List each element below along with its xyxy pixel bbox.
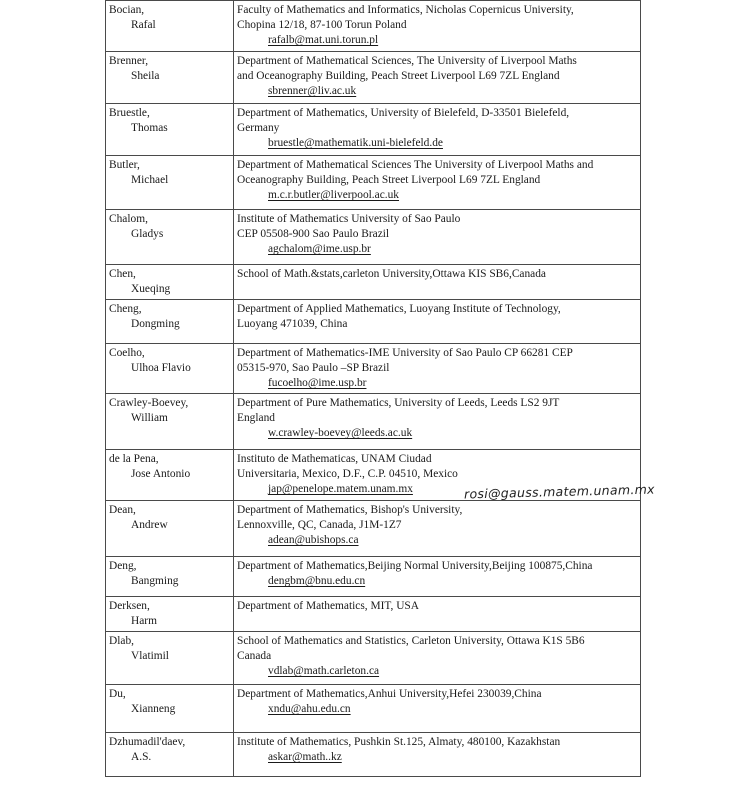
name-cell bbox=[106, 450, 234, 501]
table-row bbox=[106, 632, 641, 685]
given-name: Thomas bbox=[131, 122, 168, 134]
name-cell bbox=[106, 300, 234, 344]
address-line: Institute of Mathematics, Pushkin St.125, Almaty, 480100, Kazakhstan bbox=[237, 736, 561, 748]
surname: Dzhumadil'daev, bbox=[109, 736, 186, 748]
surname: Bocian, bbox=[109, 4, 145, 16]
name-cell bbox=[106, 685, 234, 733]
address-line: Institute of Mathematics University of Sao Paulo bbox=[237, 213, 461, 225]
email-link[interactable]: sbrenner@liv.ac.uk bbox=[268, 85, 357, 97]
given-name: Michael bbox=[131, 174, 169, 186]
address-line: Department of Mathematics,Beijing Normal University,Beijing 100875,China bbox=[237, 560, 593, 572]
name-cell bbox=[106, 501, 234, 557]
email-link[interactable]: bruestle@mathematik.uni-bielefeld.de bbox=[268, 137, 443, 149]
address-cell bbox=[234, 265, 641, 300]
address-line: Department of Mathematics, University of Bielefeld, D-33501 Bielefeld, bbox=[237, 107, 570, 119]
address-cell bbox=[234, 300, 641, 344]
name-cell bbox=[106, 557, 234, 597]
address-cell bbox=[234, 52, 641, 104]
address-line: 05315-970, Sao Paulo –SP Brazil bbox=[237, 362, 390, 374]
address-line: Lennoxville, QC, Canada, J1M-1Z7 bbox=[237, 519, 402, 531]
table-row bbox=[106, 557, 641, 597]
address-line: England bbox=[237, 412, 275, 424]
given-name: Ulhoa Flavio bbox=[131, 362, 191, 374]
given-name: Bangming bbox=[131, 575, 179, 587]
email-link[interactable]: m.c.r.butler@liverpool.ac.uk bbox=[268, 189, 400, 201]
surname: Du, bbox=[109, 688, 126, 700]
table-row bbox=[106, 104, 641, 156]
email-link[interactable]: vdlab@math.carleton.ca bbox=[268, 665, 380, 677]
table-row bbox=[106, 300, 641, 344]
address-line: Department of Applied Mathematics, Luoyang Institute of Technology, bbox=[237, 303, 561, 315]
name-cell bbox=[106, 394, 234, 450]
surname: Cheng, bbox=[109, 303, 142, 315]
directory-table bbox=[105, 0, 641, 777]
given-name: A.S. bbox=[131, 751, 152, 763]
email-link[interactable]: agchalom@ime.usp.br bbox=[268, 243, 371, 255]
email-link[interactable]: rafalb@mat.uni.torun.pl bbox=[268, 34, 379, 46]
email-link[interactable]: w.crawley-boevey@leeds.ac.uk bbox=[268, 427, 413, 439]
name-cell bbox=[106, 265, 234, 300]
table-row bbox=[106, 597, 641, 632]
address-cell bbox=[234, 210, 641, 265]
address-cell bbox=[234, 557, 641, 597]
given-name: Gladys bbox=[131, 228, 164, 240]
address-cell bbox=[234, 156, 641, 210]
handwritten-annotation: rosi@gauss.matem.unam.mx bbox=[463, 481, 655, 502]
address-line: Oceanography Building, Peach Street Liverpool L69 7ZL England bbox=[237, 174, 541, 186]
given-name: Rafal bbox=[131, 19, 156, 31]
table-row bbox=[106, 394, 641, 450]
address-cell bbox=[234, 597, 641, 632]
given-name: Vlatimil bbox=[131, 650, 169, 662]
name-cell bbox=[106, 156, 234, 210]
address-cell bbox=[234, 685, 641, 733]
given-name: Andrew bbox=[131, 519, 168, 531]
surname: Chalom, bbox=[109, 213, 148, 225]
email-link[interactable]: dengbm@bnu.edu.cn bbox=[268, 575, 366, 587]
address-line: Department of Mathematics, MIT, USA bbox=[237, 600, 419, 612]
given-name: William bbox=[131, 412, 168, 424]
given-name: Dongming bbox=[131, 318, 180, 330]
table-row bbox=[106, 156, 641, 210]
surname: Chen, bbox=[109, 268, 136, 280]
table-row bbox=[106, 210, 641, 265]
name-cell bbox=[106, 733, 234, 777]
given-name: Xueqing bbox=[131, 283, 171, 295]
given-name: Harm bbox=[131, 615, 157, 627]
address-cell bbox=[234, 632, 641, 685]
surname: Derksen, bbox=[109, 600, 150, 612]
address-cell bbox=[234, 733, 641, 777]
table-row bbox=[106, 501, 641, 557]
address-line: Department of Mathematics,Anhui University,Hefei 230039,China bbox=[237, 688, 542, 700]
surname: Butler, bbox=[109, 159, 140, 171]
address-line: Faculty of Mathematics and Informatics, Nicholas Copernicus University, bbox=[237, 4, 574, 16]
table-row bbox=[106, 685, 641, 733]
address-cell bbox=[234, 344, 641, 394]
address-line: School of Mathematics and Statistics, Carleton University, Ottawa K1S 5B6 bbox=[237, 635, 585, 647]
table-row bbox=[106, 1, 641, 52]
table-row bbox=[106, 733, 641, 777]
address-cell bbox=[234, 501, 641, 557]
address-cell bbox=[234, 104, 641, 156]
address-cell bbox=[234, 1, 641, 52]
name-cell bbox=[106, 104, 234, 156]
given-name: Jose Antonio bbox=[131, 468, 191, 480]
surname: Dean, bbox=[109, 504, 136, 516]
name-cell bbox=[106, 210, 234, 265]
table-row bbox=[106, 265, 641, 300]
address-line: Department of Pure Mathematics, University of Leeds, Leeds LS2 9JT bbox=[237, 397, 560, 409]
email-link[interactable]: askar@math..kz bbox=[268, 751, 342, 763]
name-cell bbox=[106, 52, 234, 104]
given-name: Sheila bbox=[131, 70, 160, 82]
name-cell bbox=[106, 344, 234, 394]
address-line: Department of Mathematical Sciences, The University of Liverpool Maths bbox=[237, 55, 577, 67]
address-line: Universitaria, Mexico, D.F., C.P. 04510, Mexico bbox=[237, 468, 458, 480]
address-line: Germany bbox=[237, 122, 280, 134]
address-line: Instituto de Mathematicas, UNAM Ciudad bbox=[237, 453, 432, 465]
surname: Brenner, bbox=[109, 55, 149, 67]
address-line: School of Math.&stats,carleton University,Ottawa KIS SB6,Canada bbox=[237, 268, 546, 280]
table-row bbox=[106, 52, 641, 104]
table-row bbox=[106, 344, 641, 394]
surname: de la Pena, bbox=[109, 453, 159, 465]
email-link[interactable]: xndu@ahu.edu.cn bbox=[268, 703, 351, 715]
address-line: Department of Mathematics, Bishop's University, bbox=[237, 504, 463, 516]
address-line: Canada bbox=[237, 650, 272, 662]
surname: Crawley-Boevey, bbox=[109, 397, 189, 409]
surname: Bruestle, bbox=[109, 107, 150, 119]
address-line: CEP 05508-900 Sao Paulo Brazil bbox=[237, 228, 390, 240]
name-cell bbox=[106, 632, 234, 685]
name-cell bbox=[106, 597, 234, 632]
address-line: Chopina 12/18, 87-100 Torun Poland bbox=[237, 19, 407, 31]
address-line: and Oceanography Building, Peach Street Liverpool L69 7ZL England bbox=[237, 70, 560, 82]
email-link[interactable]: fucoelho@ime.usp.br bbox=[268, 377, 367, 389]
given-name: Xianneng bbox=[131, 703, 176, 715]
surname: Deng, bbox=[109, 560, 137, 572]
surname: Coelho, bbox=[109, 347, 145, 359]
address-line: Department of Mathematical Sciences The University of Liverpool Maths and bbox=[237, 159, 594, 171]
surname: Dlab, bbox=[109, 635, 134, 647]
address-cell bbox=[234, 394, 641, 450]
email-link[interactable]: adean@ubishops.ca bbox=[268, 534, 359, 546]
address-line: Luoyang 471039, China bbox=[237, 318, 348, 330]
address-line: Department of Mathematics-IME University of Sao Paulo CP 66281 CEP bbox=[237, 347, 573, 359]
name-cell bbox=[106, 1, 234, 52]
email-link[interactable]: jap@penelope.matem.unam.mx bbox=[268, 483, 413, 495]
